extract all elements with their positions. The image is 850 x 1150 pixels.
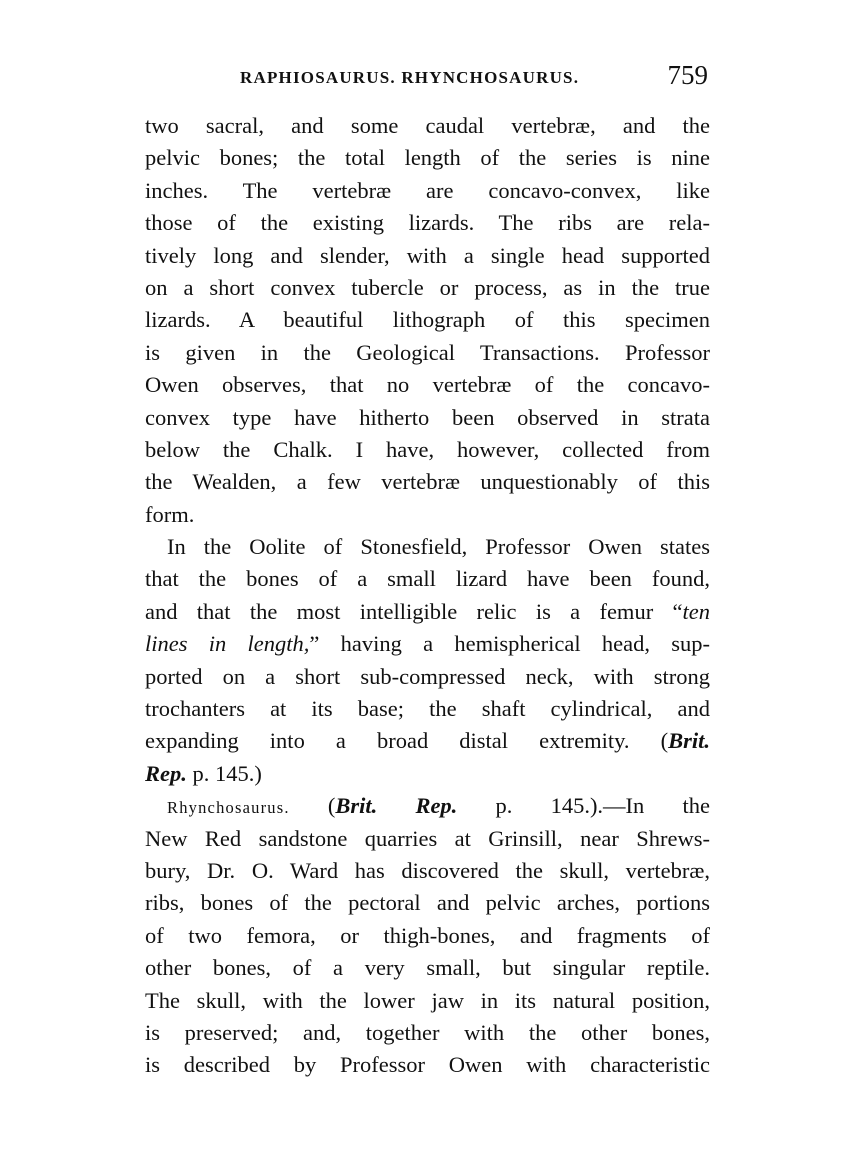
text-line: that the bones of a small lizard have been found, — [145, 566, 710, 592]
paragraph-start-line: In the Oolite of Stonesfield, Professor Owen states — [167, 534, 710, 560]
body-text — [145, 110, 710, 1082]
italic-text: ten — [682, 598, 710, 624]
text-line: tively long and slender, with a single head supported — [145, 242, 710, 268]
text-line: and that the most intelligible relic is a femur “ten — [145, 598, 710, 624]
text-line: on a short convex tubercle or process, as in the true — [145, 274, 710, 300]
text-line: of two femora, or thigh-bones, and fragments of — [145, 922, 710, 948]
text-line: ported on a short sub-compressed neck, with strong — [145, 663, 710, 689]
citation-italic: Rep. — [145, 760, 187, 786]
running-title: RAPHIOSAURUS. RHYNCHOSAURUS. — [240, 68, 580, 87]
text-line: is described by Professor Owen with characteristic — [145, 1052, 710, 1078]
running-head — [145, 60, 710, 94]
text-line: is given in the Geological Transactions. Professor — [145, 339, 710, 365]
text-line: form. — [145, 501, 195, 527]
text-line: lines in length,” having a hemispherical head, sup- — [145, 631, 710, 657]
text-line: convex type have hitherto been observed in strata — [145, 404, 710, 430]
citation-italic: Brit. Rep. — [335, 793, 458, 819]
paragraph-start-line: Rhynchosaurus. (Brit. Rep. p. 145.).—In the — [167, 793, 710, 819]
text-line: pelvic bones; the total length of the series is nine — [145, 145, 710, 171]
text-line: bury, Dr. O. Ward has discovered the skull, vertebræ, — [145, 857, 710, 883]
italic-text: lines in length, — [145, 631, 310, 657]
text-line: below the Chalk. I have, however, collected from — [145, 436, 710, 462]
text-line: New Red sandstone quarries at Grinsill, near Shrews- — [145, 825, 710, 851]
small-caps-heading: Rhynchosaurus. — [167, 798, 290, 818]
text-line: ribs, bones of the pectoral and pelvic arches, portions — [145, 890, 710, 916]
text-line: The skull, with the lower jaw in its natural position, — [145, 987, 710, 1013]
text-line: Owen observes, that no vertebræ of the concavo- — [145, 372, 710, 398]
text-line: expanding into a broad distal extremity. (Brit. — [145, 728, 710, 754]
text-line: is preserved; and, together with the other bones, — [145, 1019, 710, 1045]
text-line: Rep. p. 145.) — [145, 760, 262, 786]
text-line: trochanters at its base; the shaft cylindrical, and — [145, 696, 710, 722]
text-line: inches. The vertebræ are concavo-convex, like — [145, 177, 710, 203]
citation-italic: Brit. — [668, 728, 710, 754]
text-line: other bones, of a very small, but singular reptile. — [145, 955, 710, 981]
text-line: the Wealden, a few vertebræ unquestionably of this — [145, 469, 710, 495]
text-line: lizards. A beautiful lithograph of this specimen — [145, 307, 710, 333]
text-line: those of the existing lizards. The ribs are rela- — [145, 210, 710, 236]
page-number: 759 — [667, 60, 708, 90]
text-line: two sacral, and some caudal vertebræ, and the — [145, 113, 710, 138]
